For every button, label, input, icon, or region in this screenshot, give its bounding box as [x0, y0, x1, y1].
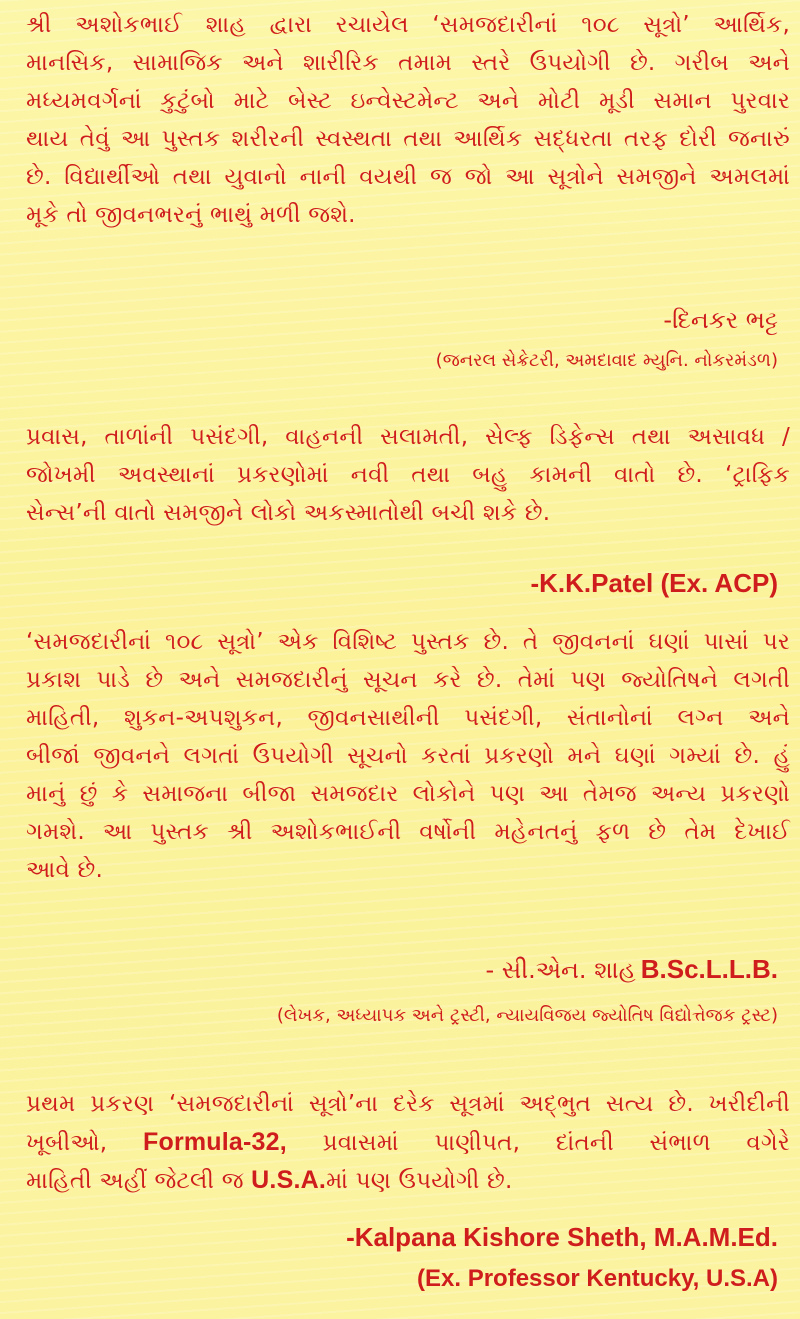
review-line: મૂકે તો જીવનભરનું ભાથું મળી જશે. [26, 202, 356, 228]
review-line-text: પ્રવાસમાં પાણીપત, દાંતની સંભાળ વગેરે [322, 1130, 790, 1156]
review-line: પ્રવાસ, તાળાંની પસંદગી, વાહનની સલામતી, સેલ્ફ ડિફેન્સ તથા અસાવધ / [26, 424, 790, 450]
review-line: સેન્સ’ની વાતો સમજીને લોકો અકસ્માતોથી બચી શકે છે. [26, 500, 551, 526]
review-paragraph-2 [26, 418, 790, 532]
review-1-designation: (જનરલ સેક્રેટરી, અમદાવાદ મ્યુનિ. નોકરમંડળ) [435, 350, 778, 371]
review-line: શ્રી અશોકભાઈ શાહ દ્વારા રચાયેલ ‘સમજદારીનાં ૧૦૮ સૂત્રો’ આર્થિક, [26, 12, 790, 38]
review-2-author: -K.K.Patel (Ex. ACP) [530, 568, 778, 598]
review-line: પ્રકાશ પાડે છે અને સમજદારીનું સૂચન કરે છે. તેમાં પણ જ્યોતિષને લગતી [26, 667, 790, 693]
review-line: થાય તેવું આ પુસ્તક શરીરની સ્વસ્થતા તથા આર્થિક સદ્ધરતા તરફ દોરી જનારું [26, 126, 790, 152]
review-paragraph-3 [26, 623, 790, 889]
review-line-text: માહિતી અહીં જેટલી જ [26, 1168, 244, 1194]
review-line [26, 1123, 790, 1161]
review-3-designation: (લેખક, અધ્યાપક અને ટ્રસ્ટી, ન્યાયવિજય જ્યોતિષ વિદ્યોત્તેજક ટ્રસ્ટ) [276, 1005, 778, 1026]
review-line: ગમશે. આ પુસ્તક શ્રી અશોકભાઈની વર્ષોની મહેનતનું ફળ છે તેમ દેખાઈ [26, 819, 790, 845]
review-line-text: માં પણ ઉપયોગી છે. [326, 1168, 513, 1194]
review-1-author: -દિનકર ભટ્ટ [663, 306, 778, 334]
review-line: પ્રથમ પ્રકરણ ‘સમજદારીનાં સૂત્રો’ના દરેક સૂત્રમાં અદ્‌ભુત સત્ય છે. ખરીદીની [26, 1091, 790, 1117]
review-3-author-name: - સી.એન. શાહ [485, 956, 636, 984]
review-line-text: ખૂબીઓ, [26, 1130, 108, 1156]
review-line: માનસિક, સામાજિક અને શારીરિક તમામ સ્તરે ઉપયોગી છે. ગરીબ અને [26, 50, 790, 76]
review-line: આવે છે. [26, 857, 103, 883]
review-4-designation: (Ex. Professor Kentucky, U.S.A) [417, 1265, 778, 1292]
review-line: મધ્યમવર્ગનાં કુટુંબો માટે બેસ્ટ ઇન્વેસ્ટમેન્ટ અને મોટી મૂડી સમાન પુરવાર [26, 88, 790, 114]
review-line: છે. વિદ્યાર્થીઓ તથા યુવાનો નાની વયથી જ જો આ સૂત્રોને સમજીને અમલમાં [26, 164, 790, 190]
review-line: બીજાં જીવનને લગતાં ઉપયોગી સૂચનો કરતાં પ્રકરણો મને ઘણાં ગમ્યાં છે. હું [26, 743, 790, 769]
review-line [26, 1161, 790, 1199]
review-line: જોખમી અવસ્થાનાં પ્રકરણોમાં નવી તથા બહુ કામની વાતો છે. ‘ટ્રાફિક [26, 462, 790, 488]
review-line: માનું છું કે સમાજના બીજા સમજદાર લોકોને પણ આ તેમજ અન્ય પ્રકરણો [26, 781, 790, 807]
review-3-author [486, 954, 778, 985]
review-paragraph-4 [26, 1085, 790, 1199]
review-line: ‘સમજદારીનાં ૧૦૮ સૂત્રો’ એક વિશિષ્ટ પુસ્તક છે. તે જીવનનાં ઘણાં પાસાં પર [26, 629, 790, 655]
review-3-author-degree: B.Sc.L.L.B. [640, 954, 778, 984]
usa-text: U.S.A. [251, 1166, 326, 1194]
review-line: માહિતી, શુકન-અપશુકન, જીવનસાથીની પસંદગી, સંતાનોનાં લગ્ન અને [26, 705, 790, 731]
formula-text: Formula-32, [143, 1128, 287, 1156]
review-paragraph-1 [26, 6, 790, 234]
review-4-author: -Kalpana Kishore Sheth, M.A.M.Ed. [346, 1222, 778, 1252]
